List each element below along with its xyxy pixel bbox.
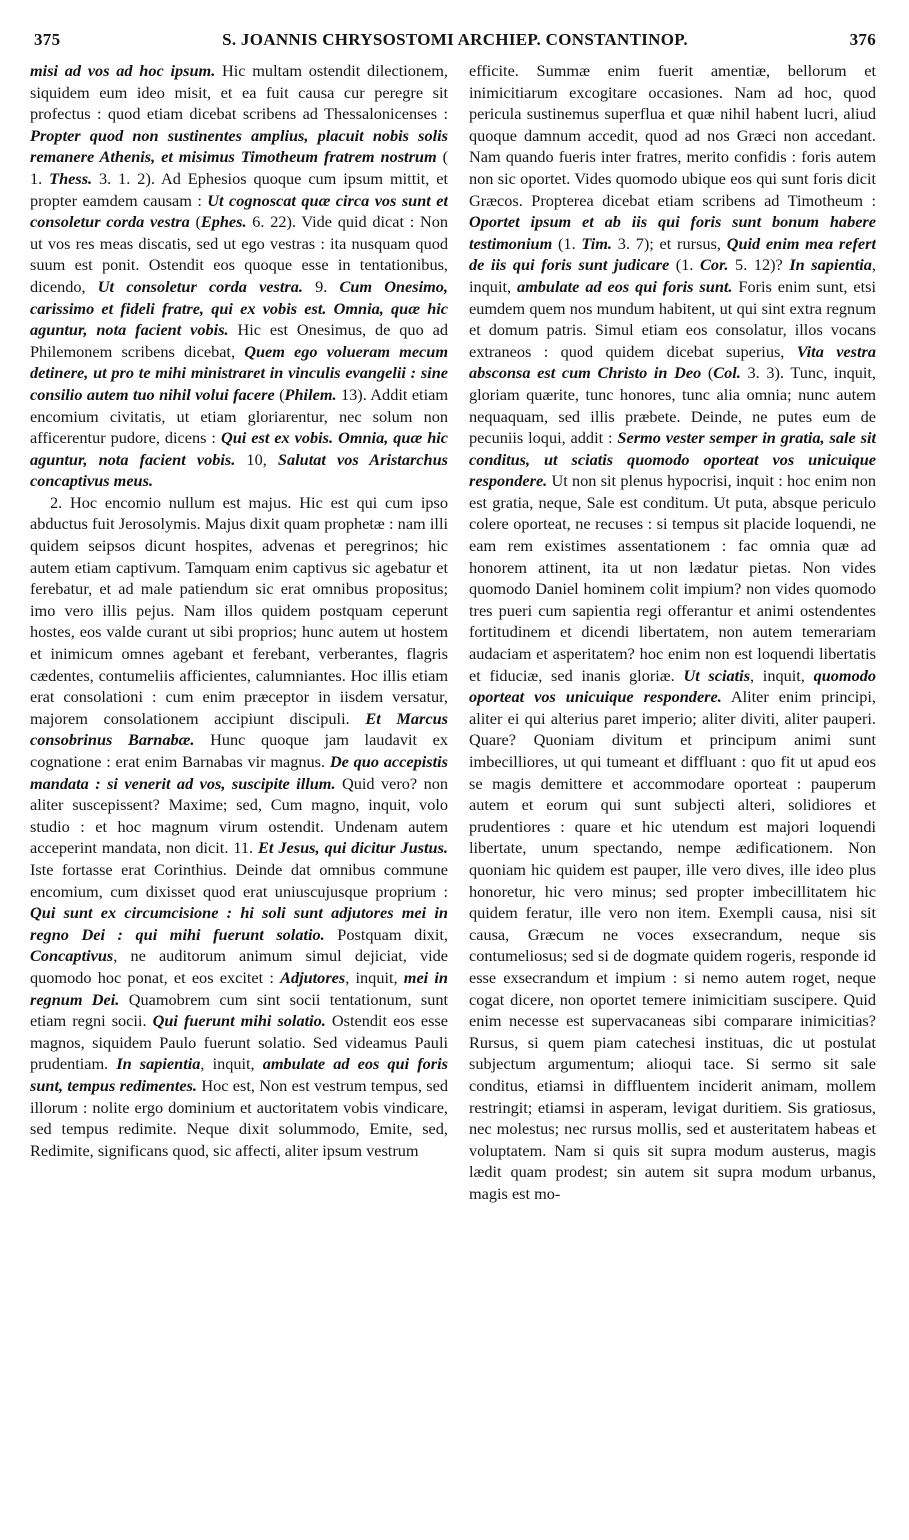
italic-text-run: Philem. bbox=[284, 384, 337, 404]
text-run: , inquit, bbox=[750, 665, 814, 685]
italic-text-run: Vita vestra absconsa est cum Christo in Deo bbox=[469, 341, 876, 383]
text-run: 13). Addit etiam encomium civitatis, ut etiam gloriarentur, nec solum non afficerentur pudore, dicens : bbox=[30, 384, 448, 448]
italic-text-run: Col. bbox=[713, 363, 741, 383]
italic-text-run: Et Jesus, qui dicitur Justus. bbox=[258, 838, 448, 858]
text-run: ( 1. bbox=[30, 147, 448, 188]
italic-text-run: quomodo oporteat vos unicuique respondere. bbox=[469, 665, 876, 707]
italic-text-run: Cum Onesimo, carissimo et fideli fratre, qui ex vobis est. Omnia, quæ hic aguntur, nota facient vobis. bbox=[30, 276, 448, 340]
italic-text-run: Thess. bbox=[49, 168, 93, 188]
italic-text-run: Ephes. bbox=[200, 212, 247, 232]
text-run: Quid vero? non aliter suscepissent? Maxime; sed, Cum magno, inquit, volo studio : et hoc magnum virum ostendit. Undenam autem acceperint mandata, non dicit. 11. bbox=[30, 773, 448, 858]
italic-text-run: Qui est ex vobis. Omnia, quæ hic aguntur, nota facient vobis. bbox=[30, 428, 448, 469]
italic-text-run: Ut sciatis bbox=[683, 665, 751, 685]
text-run: 3. 7); et rursus, bbox=[612, 233, 727, 253]
italic-text-run: Cor. bbox=[699, 255, 729, 275]
text-run: , inquit, bbox=[345, 967, 404, 987]
italic-text-run: Concaptivus bbox=[30, 946, 114, 966]
italic-text-run: Oportet ipsum et ab iis qui foris sunt bonum habere testimonium bbox=[469, 212, 876, 253]
italic-text-run: Ut cognoscat quæ circa vos sunt et consoletur corda vestra bbox=[30, 190, 448, 232]
text-run: ( bbox=[701, 363, 714, 383]
italic-text-run: Propter quod non sustinentes amplius, placuit nobis solis remanere Athenis, et misimus Timotheum fratrem nostrum bbox=[30, 125, 448, 167]
italic-text-run: Quid enim mea refert de iis qui foris sunt judicare bbox=[469, 233, 876, 275]
text-run: efficite. Summæ enim fuerit amentiæ, bellorum et inimicitiarum excogitare occasiones. Nam ad hoc, quod pericula sustinemus superflua et quæ nihil habent lucri, aliud quoque damnum accedit, quod ad nos Græci non accedant. Nam quando fueris inter fratres, merito confidis : foris autem non sic oportet. Vides quomodo ubique eos qui sunt foris dicit Græcos. Propterea dicebat etiam scribens ad Timotheum : bbox=[469, 61, 876, 210]
left-column bbox=[30, 60, 448, 1530]
italic-text-run: Quem ego volueram mecum detinere, ut pro te mihi ministraret in vinculis evangelii : sine consilio autem tuo nihil volui facere bbox=[30, 341, 448, 404]
text-run: Aliter enim principi, aliter ei qui alterius paret imperio; aliter diviti, aliter pauperi. Quare? Quoniam divitum et principum animi sunt imbecilliores, ut qui tumeant et diffluant : quo fit ut apud eos se magis demittere et accommodare oporteat : pauperum autem et eorum qui sunt subjecti alteri, solidiores et prudentiores : quare et hic utendum est majori loquendi libertate, unum spectando, nempe ædificationem. Non quoniam hic quidem est pauper, ille vero dives, ille ideo plus honoretur, hic vero minus; sed propter imbecillitatem hic quidem feratur, ille vero non item. Exempli causa, nisi sit causa, Græcum ne voces exsecrandum, neque sis contumeliosus; sed si de dogmate quidem rogeris, responde id esse exsecrandum et impium : si nemo autem roget, neque cogat dicere, non oportet temere inimicitiam suscipere. Quid enim necesse est supervacaneas sibi comparare inimicitias? Rursus, si quem piam catechesi instituas, dic ut postulat subjectum argumentum; alioqui tace. Si sermo sit sale conditus, etiamsi in diffluentem inciderit animam, mollem restringit; etiamsi in asperam, levigat duritiem. Sis gratiosus, nec molestus; nec rursus mollis, sed et austeritatem habeas et voluptatem. Nam si quis sit supra modum austerus, magis lædit quam prodest; sin autem sit supra modum urbanus, magis est mo- bbox=[469, 687, 876, 1203]
text-run: Quamobrem cum sint socii tentationum, sunt etiam regni socii. bbox=[30, 989, 448, 1031]
text-run: Hoc est, Non est vestrum tempus, sed illorum : nolite ergo dominium et auctoritatem vobis vindicare, sed tempus redimite. Neque dixit solummodo, Emite, sed, Redimite, significans quod, sic affecti, aliter ipsum vestrum bbox=[30, 1075, 448, 1160]
text-run: , ne auditorum animum simul dejiciat, vide quomodo hoc ponat, et eos excitet : bbox=[30, 946, 448, 987]
running-title: S. JOANNIS CHRYSOSTOMI ARCHIEP. CONSTANTINOP. bbox=[222, 30, 688, 49]
text-run: 3. 1. 2). Ad Ephesios quoque cum ipsum mittit, et propter eamdem causam : bbox=[30, 168, 448, 210]
text-run: Ut non sit plenus hypocrisi, inquit : hoc enim non est gratia, neque, Sale est conditum. Ut puta, absque periculo colere oporteat, ne recuses : si tempus sit placide loquendi, ne eam rem existimes assentationem : fac omnia quæ ad honorem attinent, ita ut non lædatur pietas. Non vides quomodo Daniel hominem colit impium? non vides quomodo tres pueri cum sapientia regi offerantur et animi ostendentes fortitudinem et dicendi libertatem, non autem temerariam audaciam et asperitatem? hoc enim non est loquendi libertatis et fiduciæ, sed inanis gloriæ. bbox=[469, 471, 876, 685]
page-number-left: 375 bbox=[34, 30, 61, 49]
text-run: , inquit, bbox=[469, 255, 876, 296]
text-run: Postquam dixit, bbox=[324, 924, 448, 944]
text-run: 2. Hoc encomio nullum est majus. Hic est qui cum ipso abductus fuit Jerosolymis. Majus dixit quam prophetæ : nam illi quidem seipsos dicunt hospites, advenas et peregrinos; hic autem etiam captivum. Tamquam enim captivus sic agebatur et ferebatur, et ad male patiendum sic erat omnibus propositus; imo vero illis pejus. Nam illos quidem postquam ceperunt hostes, eos valde curant ut sibi proprios; hunc autem ut hostem et inimicum omnes agebant et ferebant, verberantes, flagris cædentes, contumeliis afficientes, calumniantes. Hoc illis etiam erat consolationi : cum enim præceptor in iisdem versatur, majorem consolationem accipiunt discipuli. bbox=[30, 492, 448, 728]
italic-text-run: ambulate ad eos qui foris sunt, tempus redimentes. bbox=[30, 1054, 448, 1095]
text-run: 6. 22). Vide quid dicat : Non ut vos res meas discatis, sed ut ego vestras : ita nusquam quod suum est ponit. Ostendit eos quoque esse in tentationibus, dicendo, bbox=[30, 212, 448, 296]
text-run: ( bbox=[274, 384, 285, 404]
italic-text-run: Tim. bbox=[581, 233, 612, 253]
text-run: ( bbox=[189, 212, 201, 232]
italic-text-run: ambulate ad eos qui foris sunt. bbox=[516, 276, 733, 296]
text-run: 3. 3). Tunc, inquit, gloriam quærite, tunc honores, tunc alia omnia; nunc autem nequaquam, sed illis præbete. Deinde, ne putes eum de pecuniis loqui, addit : bbox=[469, 363, 876, 448]
text-run: (1. bbox=[669, 255, 700, 275]
text-run: 9. bbox=[302, 276, 340, 296]
text-run: (1. bbox=[552, 233, 582, 253]
italic-text-run: mei in regnum Dei. bbox=[30, 967, 448, 1009]
left-paragraph-1 bbox=[30, 60, 448, 492]
running-header bbox=[34, 30, 876, 56]
italic-text-run: Qui fuerunt mihi solatio. bbox=[152, 1011, 326, 1031]
italic-text-run: Adjutores bbox=[280, 967, 346, 987]
italic-text-run: Sermo vester semper in gratia, sale sit conditus, ut sciatis quomodo oporteat vos unicuique respondere. bbox=[469, 428, 876, 491]
page-number-right: 376 bbox=[849, 30, 876, 49]
text-run: , inquit, bbox=[200, 1054, 263, 1074]
italic-text-run: Qui sunt ex circumcisione : hi soli sunt adjutores mei in regno Dei : qui mihi fuerunt solatio. bbox=[30, 903, 448, 944]
right-column bbox=[469, 60, 876, 1530]
italic-text-run: Salutat vos Aristarchus concaptivus meus. bbox=[30, 449, 448, 491]
text-run: Hunc quoque jam laudavit ex cognatione : erat enim Barnabas vir magnus. bbox=[30, 730, 448, 771]
italic-text-run: De quo accepistis mandata : si venerit ad vos, suscipite illum. bbox=[30, 752, 448, 793]
text-run: 10, bbox=[235, 449, 278, 469]
text-run: Foris enim sunt, etsi eumdem quem nos mundum habitent, ut qui sint extra regnum et domum patris. Simul etiam eos consolatur, illos vocans extraneos : quod quidem dicebat superius, bbox=[469, 276, 876, 361]
italic-text-run: In sapientia bbox=[789, 255, 872, 275]
text-run: 5. 12)? bbox=[728, 255, 790, 275]
right-paragraph-1 bbox=[469, 60, 876, 1204]
left-paragraph-2 bbox=[30, 492, 448, 1161]
text-run: Ostendit eos esse magnos, siquidem Paulo fuerunt solatio. Sed videamus Pauli prudentiam. bbox=[30, 1011, 448, 1074]
text-run: Hic est Onesimus, de quo ad Philemonem scribens dicebat, bbox=[30, 320, 448, 361]
italic-text-run: Et Marcus consobrinus Barnabæ. bbox=[30, 708, 448, 750]
text-run: Iste fortasse erat Corinthius. Deinde dat omnibus commune encomium, cum dixisset quod erat uniuscujusque proprium : bbox=[30, 859, 448, 901]
italic-text-run: Ut consoletur corda vestra. bbox=[97, 276, 303, 296]
text-run: Hic multam ostendit dilectionem, siquidem eum ideo misit, et ea fuit causa cur peregre sit profectus : quod etiam dicebat scribens ad Thessalonicenses : bbox=[30, 61, 448, 124]
italic-text-run: misi ad vos ad hoc ipsum. bbox=[30, 61, 216, 80]
italic-text-run: In sapientia bbox=[116, 1054, 201, 1074]
